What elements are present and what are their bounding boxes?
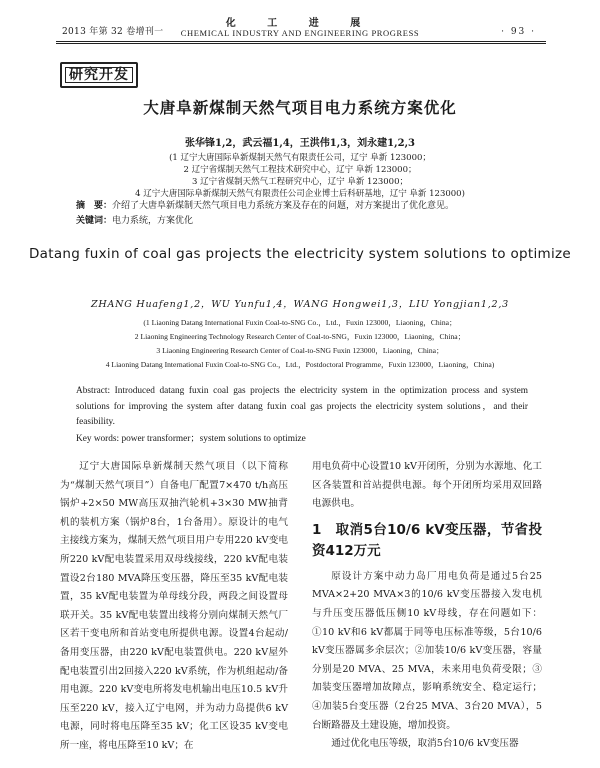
affiliation-en-2: 2 Liaoning Engineering Technology Research Center of Coal-to-SNG，Fuxin 123000，Liaoning，China； bbox=[134, 332, 466, 341]
journal-title-en: CHEMICAL INDUSTRY AND ENGINEERING PROGRESS bbox=[180, 28, 420, 38]
header-rule bbox=[56, 41, 546, 42]
body-paragraph-section-1: 原设计方案中动力岛厂用电负荷是通过5台25 MVA×2+20 MVA×3的10/6 kV变压器接入发电机与升压变压器低压侧10 kV母线，存在问题如下：①10 kV和6 kV都属于同等电压标准等级，5台10/6 kV变压器属多余层次；②加装10/6 kV变压器，容量分别是20 MVA、25 MVA，未来用电负荷受限；③加装变压器增加故障点，影响系统安全、稳定运行；④加装5台变压器（2台25 MVA、3台20 MVA），5台断路器及土建设施，增加投资。 bbox=[312, 570, 542, 731]
body-paragraph-section-1-next: 通过优化电压等级，取消5台10/6 kV变压器 bbox=[331, 738, 519, 750]
keywords-cn-label: 关键词： bbox=[76, 216, 113, 226]
keywords-en-text: power transformer；system solutions to optimize bbox=[121, 434, 306, 444]
keywords-cn-text: 电力系统，方案优化 bbox=[112, 216, 194, 226]
affiliation-cn-4: 4 辽宁大唐国际阜新煤制天然气有限责任公司企业博士后科研基地，辽宁 阜新 123000) bbox=[135, 189, 465, 199]
paper-title-cn: 大唐阜新煤制天然气项目电力系统方案优化 bbox=[143, 99, 457, 117]
paper-title-en: Datang fuxin of coal gas projects the electricity system solutions to optimize bbox=[28, 246, 572, 262]
issue-label: 2013 年第 32 卷增刊一 bbox=[62, 27, 164, 37]
body-paragraph-continued: 用电负荷中心设置10 kV开闭所，分别为水源地、化工区各装置和首站提供电源。每个开闭所均采用双回路电源供电。 bbox=[312, 461, 542, 510]
column-badge bbox=[60, 62, 138, 88]
body-right-column bbox=[312, 458, 542, 754]
body-left-column bbox=[60, 458, 288, 756]
body-paragraph-intro: 辽宁大唐国际阜新煤制天然气项目（以下简称为“煤制天然气项目”）自备电厂配置7×470 t/h高压锅炉+2×50 MW高压双抽汽轮机+3×30 MW抽背机的装机方案（锅炉8台，1台备用）。原设计的电气主接线方案为，煤制天然气项目用户专用220 kV变电所220 kV配电装置采用双母线接线，220 kV配电装置设2台180 MVA降压变压器，降压至35 kV配电装置，35 kV配电装置为单母线分段，两段之间设置母联开关。35 kV配电装置出线将分别向煤制天然气厂区若干变电所和首站变电所提供电源。设置4台起动/备用变压器，由220 kV配电装置供电。220 kV屋外配电装置引出2回接入220 kV系统，作为机组起动/备用电源。220 kV变电所将发电机输出电压10.5 kV升压至220 kV，接入辽宁电网，并为动力岛提供6 kV电源，同时将电压降至35 kV；化工区设35 kV变电所一座，将电压降至10 kV；在 bbox=[60, 461, 288, 751]
affiliation-cn-2: 2 辽宁省煤制天然气工程技术研究中心，辽宁 阜新 123000； bbox=[183, 165, 417, 175]
abstract-cn bbox=[76, 199, 526, 229]
header-rule-thin bbox=[56, 43, 546, 44]
affiliation-en-1: (1 Liaoning Datang International Fuxin Coal-to-SNG Co.，Ltd.，Fuxin 123000，Liaoning，China； bbox=[143, 318, 457, 327]
abstract-en bbox=[76, 384, 528, 431]
section-1-heading: 1 取消5台10/6 kV变压器，节省投资412万元 bbox=[312, 521, 542, 559]
keywords-cn-line bbox=[76, 214, 526, 229]
abstract-cn-line bbox=[76, 199, 526, 214]
abstract-cn-text: 介绍了大唐阜新煤制天然气项目电力系统方案及存在的问题，对方案提出了优化意见。 bbox=[112, 201, 455, 211]
keywords-en bbox=[76, 430, 306, 444]
journal-title-cn: 化 工 进 展 bbox=[225, 18, 375, 29]
authors-en: ZHANG Huafeng1,2，WU Yunfu1,4，WANG Hongwei1,3，LIU Yongjian1,2,3 bbox=[90, 299, 510, 310]
affiliation-cn-3: 3 辽宁省煤制天然气工程研究中心，辽宁 阜新 123000； bbox=[192, 177, 408, 187]
authors-cn: 张华锋1,2，武云福1,4，王洪伟1,3，刘永建1,2,3 bbox=[184, 138, 416, 149]
keywords-en-label: Key words: bbox=[76, 434, 120, 444]
affiliation-cn-1: (1 辽宁大唐国际阜新煤制天然气有限责任公司，辽宁 阜新 123000； bbox=[169, 153, 431, 163]
abstract-cn-label: 摘 要： bbox=[76, 201, 113, 211]
abstract-en-text: Introduced datang fuxin coal gas projects the electricity system in the optimization process and system solutions for improving the system after datang fuxin coal gas projects the electricity system solutions，and their feasibility. bbox=[76, 386, 528, 427]
abstract-en-label: Abstract: bbox=[76, 386, 111, 396]
page-number: · 93 · bbox=[501, 27, 536, 37]
affiliation-en-4: 4 Liaoning Datang International Fuxin Coal-to-SNG Co.，Ltd.，Postdoctoral Programme，Fuxin 123000，Liaoning，China) bbox=[105, 360, 495, 369]
column-badge-label: 研究开发 bbox=[69, 67, 129, 83]
column-badge-frame bbox=[65, 67, 133, 83]
affiliation-en-3: 3 Liaoning Engineering Research Center of Coal-to-SNG Fuxin 123000，Liaoning，China； bbox=[156, 346, 444, 355]
